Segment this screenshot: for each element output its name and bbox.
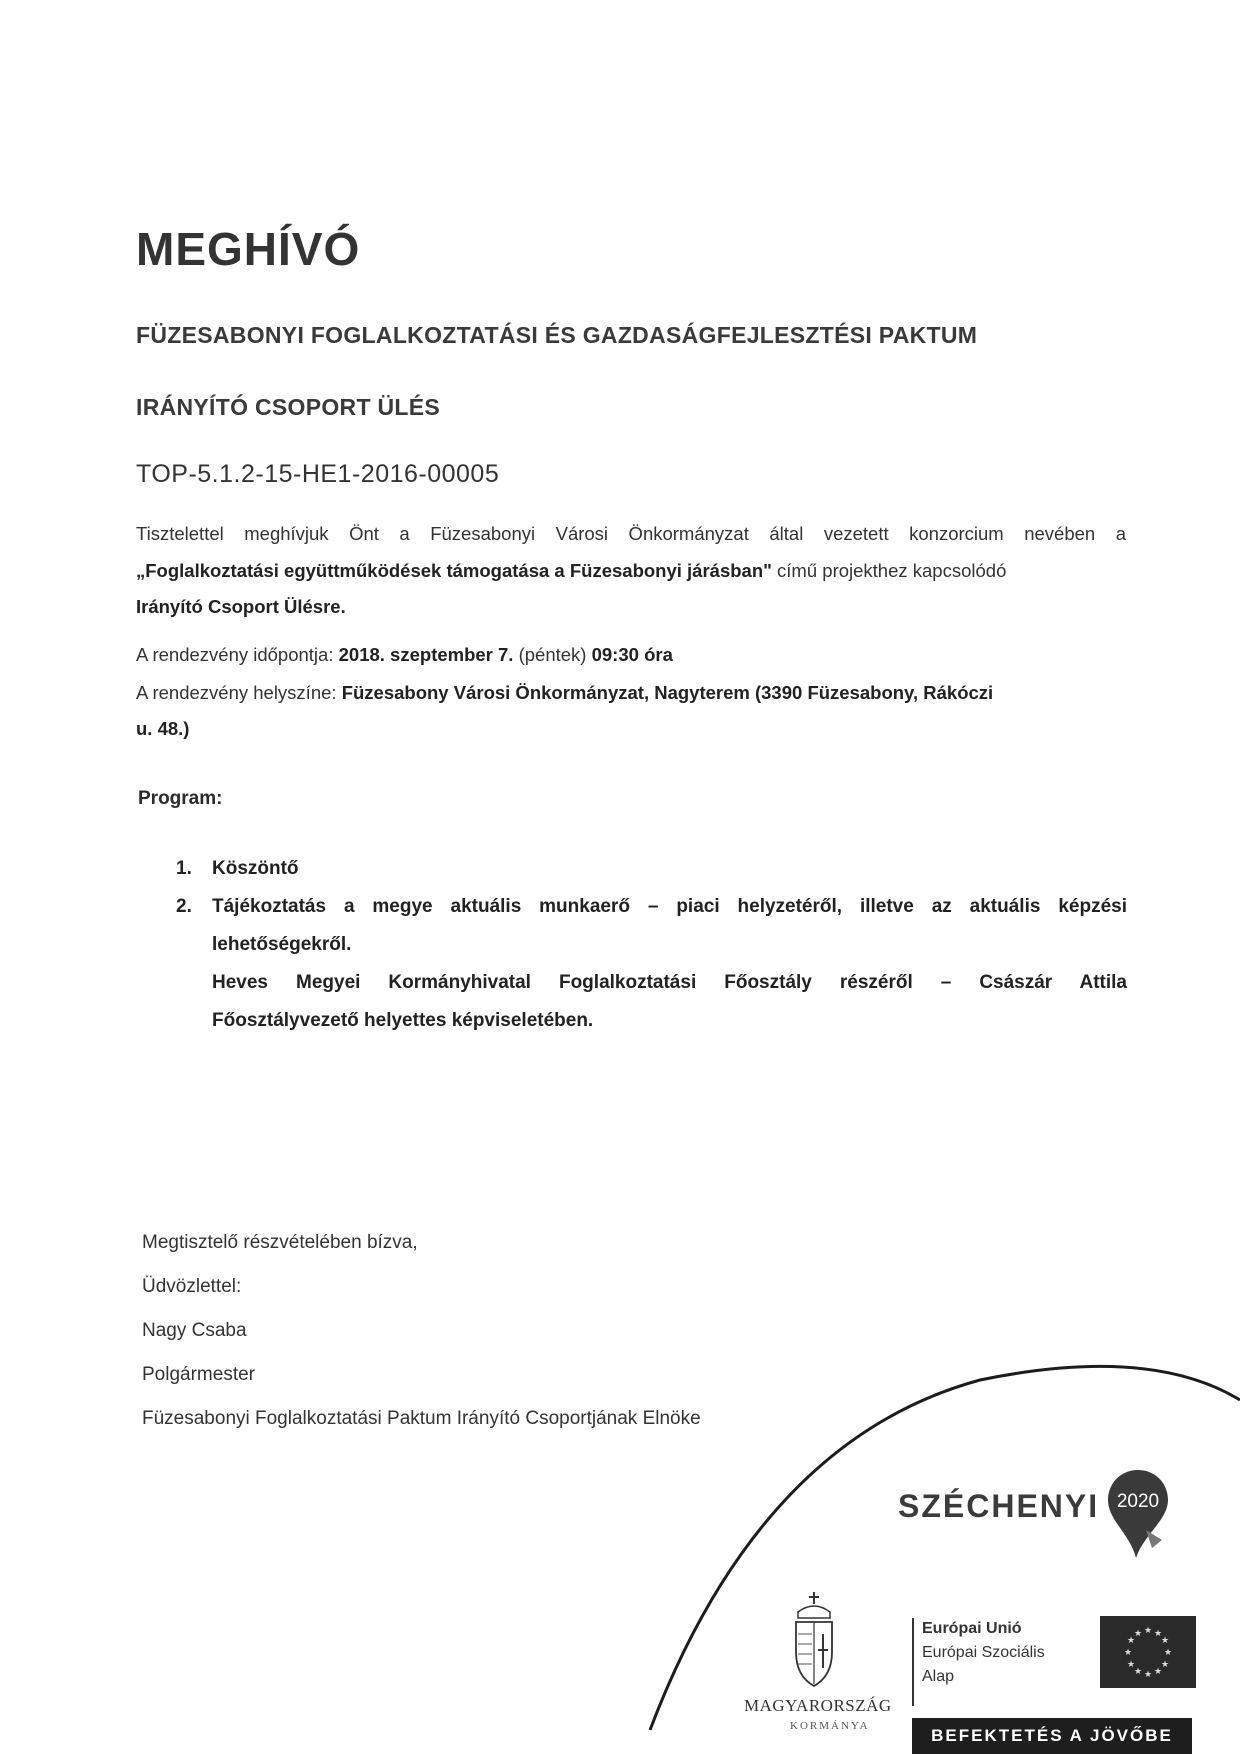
eu-divider bbox=[912, 1618, 914, 1706]
signer-title: Polgármester bbox=[142, 1364, 255, 1385]
intro-line-3 bbox=[136, 590, 1126, 624]
project-code: TOP-5.1.2-15-HE1-2016-00005 bbox=[136, 460, 500, 488]
svg-text:★: ★ bbox=[1133, 1667, 1143, 1677]
eu-flag-icon bbox=[1100, 1616, 1196, 1688]
szechenyi-logo-text: SZÉCHENYI bbox=[898, 1488, 1100, 1524]
intro-line-2 bbox=[136, 554, 1136, 588]
event-place-cont bbox=[136, 712, 1126, 746]
item-number: 2. bbox=[176, 896, 192, 917]
agenda-item-2-line-3: Heves Megyei Kormányhivatal Foglalkoztatási Főosztály részéről – Császár Attila bbox=[212, 972, 1127, 993]
time-day: (péntek) bbox=[513, 644, 592, 665]
eu-line-1: Európai Unió bbox=[922, 1620, 1022, 1637]
svg-text:★: ★ bbox=[1153, 1629, 1163, 1639]
hungary-government-text: MAGYARORSZÁG bbox=[744, 1696, 892, 1715]
svg-text:★: ★ bbox=[1163, 1648, 1173, 1658]
hungary-coat-of-arms-icon bbox=[790, 1590, 838, 1690]
event-place bbox=[136, 676, 1126, 710]
pact-heading: FÜZESABONYI FOGLALKOZTATÁSI ÉS GAZDASÁGFEJLESZTÉSI PAKTUM bbox=[136, 322, 978, 348]
svg-text:★: ★ bbox=[1133, 1629, 1143, 1639]
signer-role: Füzesabonyi Foglalkoztatási Paktum Irányító Csoportjának Elnöke bbox=[142, 1408, 701, 1429]
place-value-1: Füzesabony Városi Önkormányzat, Nagyterem (3390 Füzesabony, Rákóczi bbox=[341, 682, 994, 703]
svg-text:★: ★ bbox=[1160, 1636, 1170, 1646]
svg-text:★: ★ bbox=[1153, 1667, 1163, 1677]
signer-name: Nagy Csaba bbox=[142, 1320, 247, 1341]
event-time bbox=[136, 638, 1126, 672]
svg-text:★: ★ bbox=[1126, 1660, 1136, 1670]
item-number: 1. bbox=[176, 858, 192, 879]
meeting-heading: IRÁNYÍTÓ CSOPORT ÜLÉS bbox=[136, 394, 441, 420]
program-label: Program: bbox=[138, 788, 223, 809]
agenda-item-2-line-1: Tájékoztatás a megye aktuális munkaerő – piaci helyzetéről, illetve az aktuális képzési bbox=[212, 896, 1127, 917]
time-hour: 09:30 óra bbox=[591, 644, 673, 665]
place-label: A rendezvény helyszíne: bbox=[136, 682, 342, 703]
szechenyi-pin-icon bbox=[1106, 1468, 1170, 1560]
eu-line-2: Európai Szociális bbox=[922, 1644, 1045, 1661]
szechenyi-year: 2020 bbox=[1116, 1491, 1160, 1512]
greeting-line: Üdvözlettel: bbox=[142, 1276, 242, 1297]
intro-rest: című projekthez kapcsolódó bbox=[771, 560, 1007, 581]
svg-text:★: ★ bbox=[1160, 1660, 1170, 1670]
agenda-item-1: Köszöntő bbox=[212, 858, 299, 879]
time-label: A rendezvény időpontja: bbox=[136, 644, 339, 665]
project-name: „Foglalkoztatási együttműködések támogatása a Füzesabonyi járásban" bbox=[136, 560, 772, 581]
agenda-item-2-line-2: lehetőségekről. bbox=[212, 934, 352, 955]
place-value-2: u. 48.) bbox=[136, 718, 190, 739]
closing-line: Megtisztelő részvételében bízva, bbox=[142, 1232, 418, 1253]
document-title: MEGHÍVÓ bbox=[136, 223, 361, 275]
svg-text:★: ★ bbox=[1143, 1670, 1153, 1680]
eu-line-3: Alap bbox=[922, 1668, 955, 1685]
svg-text:★: ★ bbox=[1123, 1648, 1133, 1658]
investment-banner: BEFEKTETÉS A JÖVŐBE bbox=[912, 1718, 1192, 1754]
svg-text:★: ★ bbox=[1143, 1626, 1153, 1636]
intro-line-1: Tisztelettel meghívjuk Önt a Füzesabonyi Városi Önkormányzat által vezetett konzorcium nevében a bbox=[136, 523, 1126, 544]
agenda-item-2-line-4: Főosztályvezető helyettes képviseletében. bbox=[212, 1010, 594, 1031]
meeting-name: Irányító Csoport Ülésre. bbox=[136, 596, 346, 617]
svg-text:★: ★ bbox=[1126, 1636, 1136, 1646]
time-date: 2018. szeptember 7. bbox=[338, 644, 514, 665]
hungary-government-subtext: KORMÁNYA bbox=[790, 1720, 870, 1732]
